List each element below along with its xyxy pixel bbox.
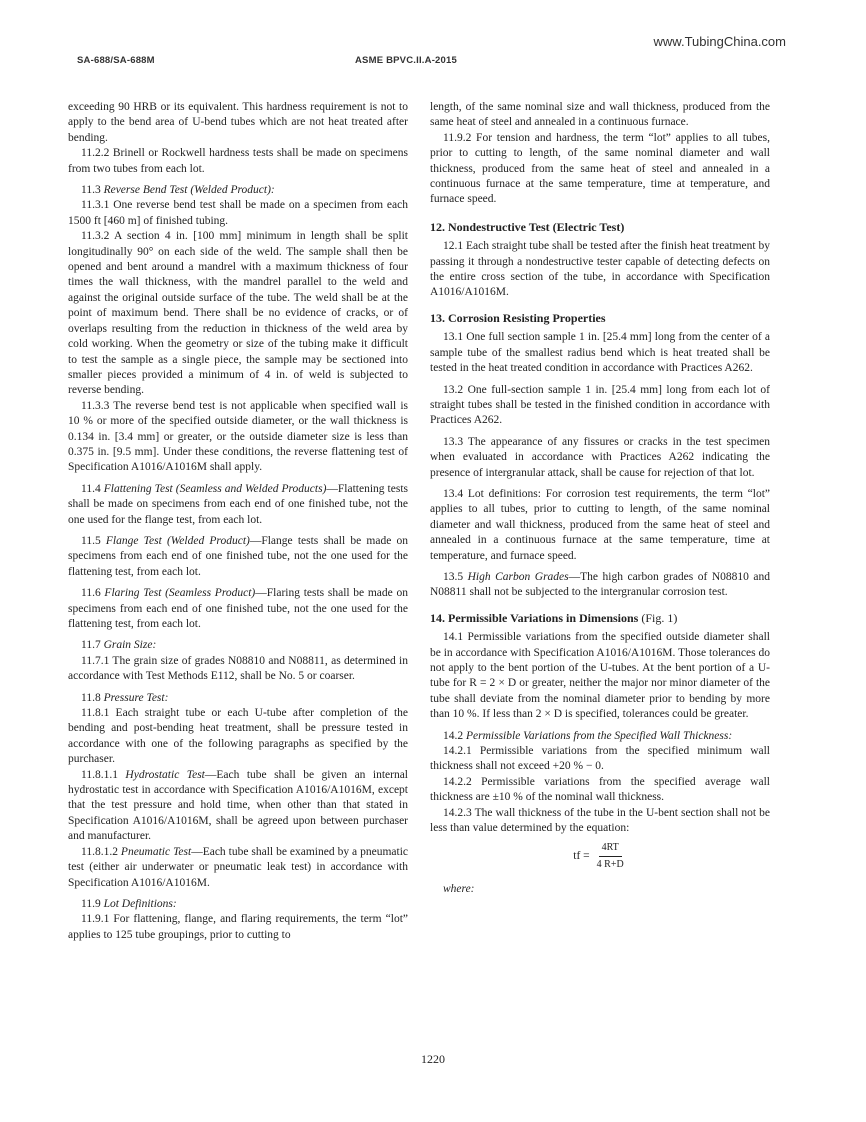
paragraph-13-2: 13.2 One full-section sample 1 in. [25.4 mm] long from each lot of straight tubes shall be tested in the finished condition in accordance with Practices A262. xyxy=(430,383,770,427)
where-label: where: xyxy=(443,883,475,896)
section-heading-14: 14. Permissible Variations in Dimensions (Fig. 1) xyxy=(430,610,678,625)
running-head-designation: SA-688/SA-688M xyxy=(77,55,155,66)
paragraph-11-3-1: 11.3.1 One reverse bend test shall be made on a specimen from each 1500 ft [460 m] of finished tubing. xyxy=(68,199,408,227)
paragraph-11-9-2: 11.9.2 For tension and hardness, the term “lot” applies to all tubes, prior to cutting to length, of the same nominal diameter and wall thickness, produced from the same heat of steel and annealed in a continuous furnace at the same temperature, time at temperature, and furnace speed. xyxy=(430,131,770,206)
paragraph-11-2-2: 11.2.2 Brinell or Rockwell hardness tests shall be made on specimens from two tubes from each lot. xyxy=(68,147,408,175)
paragraph-14-2-2: 14.2.2 Permissible variations from the specified average wall thickness are ±10 % of the nominal wall thickness. xyxy=(430,775,770,804)
paragraph-13-3: 13.3 The appearance of any fissures or cracks in the test specimen when evaluated in accordance with Practices A262 indicating the presence of intergranular attack, shall be cause for rejection of that lot. xyxy=(430,435,770,479)
paragraph-11-7-1: 11.7.1 The grain size of grades N08810 and N08811, as determined in accordance with Test Methods E112, shall be No. 5 or coarser. xyxy=(68,654,408,683)
paragraph-11-8-1-2: 11.8.1.2 Pneumatic Test—Each tube shall be examined by a pneumatic test (either air underwater or pneumatic leak test) in accordance with Specification A1016/A1016M. xyxy=(68,845,409,889)
heading-11-9: 11.9 Lot Definitions: xyxy=(81,897,177,910)
equation-numerator: 4RT xyxy=(599,840,622,856)
page-number: 1220 xyxy=(421,1052,445,1066)
wall-thickness-equation xyxy=(430,840,770,872)
paragraph-13-4: 13.4 Lot definitions: For corrosion test requirements, the term “lot” applies to all tubes, prior to cutting to length, of the same nominal diameter and wall thickness, produced from the same heat of steel and annealed in a continuous furnace at the same temperature, time at temperature, and furnace speed. xyxy=(430,487,770,562)
right-column xyxy=(430,100,770,898)
watermark-url: www.TubingChina.com xyxy=(653,34,786,49)
paragraph-13-1: 13.1 One full section sample 1 in. [25.4 mm] long from the center of a sample tube of the smallest radius bend which is heat treated shall be tested in the heat treated condition in accordance with Practices A262. xyxy=(430,331,770,375)
paragraph: length, of the same nominal size and wall thickness, produced from the same heat of steel and annealed in a continuous furnace. xyxy=(430,101,770,129)
equation-fraction xyxy=(594,840,627,872)
paragraph-11-9-1: 11.9.1 For flattening, flange, and flaring requirements, the term “lot” applies to 125 tube groupings, prior to cutting to xyxy=(68,913,408,941)
paragraph-11-3-2: 11.3.2 A section 4 in. [100 mm] minimum in length shall be split longitudinally 90° on each side of the weld. The sample shall then be opened and bent around a mandrel with a maximum thickness of four times the wall thickness, with the mandrel parallel to the weld and against the original outside surface of the tube. The weld shall be at the point of maximum bend. There shall be no evidence of cracks, or of overlaps resulting from the reduction in thickness of the weld area by cold working. When the geometry or size of the tubing make it difficult to test the sample as a single piece, the sample may be sectioned into smaller pieces provided a minimum of 4 in. of weld is subjected to reverse bending. xyxy=(68,230,408,397)
section-heading-13: 13. Corrosion Resisting Properties xyxy=(430,310,606,325)
heading-11-7: 11.7 Grain Size: xyxy=(81,639,157,652)
equation-denominator: 4 R+D xyxy=(596,858,624,870)
running-head-code: ASME BPVC.II.A-2015 xyxy=(355,55,457,66)
heading-11-3: 11.3 Reverse Bend Test (Welded Product): xyxy=(81,184,275,197)
paragraph-11-8-1: 11.8.1 Each straight tube or each U-tube after completion of the bending and post-bending heat treatment, shall be pressure tested in accordance with one of the following paragraphs as specified by the purchaser. xyxy=(68,707,408,766)
paragraph-11-5: 11.5 Flange Test (Welded Product)—Flange tests shall be made on specimens from each end of one finished tube, not the one used for the flattening test, from each lot. xyxy=(68,534,408,578)
paragraph-11-8-1-1: 11.8.1.1 Hydrostatic Test—Each tube shall be given an internal hydrostatic test in accordance with Specification A1016/A1016M, except that the test pressure and hold time, when other than that stated in Specification A1016/A1016M, shall be agreed upon between purchaser and manufacturer. xyxy=(68,768,409,843)
paragraph: exceeding 90 HRB or its equivalent. This hardness requirement is not to apply to the bend area of U-bend tubes which are not heat treated after bending. xyxy=(68,101,408,144)
paragraph-14-2-1: 14.2.1 Permissible variations from the specified minimum wall thickness shall not exceed +20 % − 0. xyxy=(430,745,770,773)
paragraph-14-2-3: 14.2.3 The wall thickness of the tube in the U-bent section shall not be less than value determined by the equation: xyxy=(430,806,770,835)
equation-lhs: tf = xyxy=(573,849,590,862)
paragraph-11-4: 11.4 Flattening Test (Seamless and Welded Products)—Flattening tests shall be made on specimens from each end of one finished tube, not the one used for the flange test, from each lot. xyxy=(68,482,408,526)
paragraph-14-1: 14.1 Permissible variations from the specified outside diameter shall be in accordance with Specification A1016/A1016M. Those tolerances do not apply to the bent portion of the U-tubes. At the bent portion of a U-tube for R = 2 × D or greater, neither the major nor minor diameter of the tube shall deviate from the nominal diameter prior to bending by more than 10 %. If less than 2 × D is specified, tolerances could be greater. xyxy=(430,631,770,721)
paragraph-13-5: 13.5 High Carbon Grades—The high carbon grades of N08810 and N08811 shall not be subjected to the intergranular corrosion test. xyxy=(430,570,770,599)
left-column xyxy=(68,100,408,943)
paragraph-11-6: 11.6 Flaring Test (Seamless Product)—Flaring tests shall be made on specimens from each end of one finished tube, not the one used for the flattening test, from each lot. xyxy=(68,587,408,630)
heading-14-2: 14.2 Permissible Variations from the Specified Wall Thickness: xyxy=(443,729,733,742)
heading-11-8: 11.8 Pressure Test: xyxy=(81,691,169,704)
section-heading-12: 12. Nondestructive Test (Electric Test) xyxy=(430,219,625,234)
paragraph-11-3-3: 11.3.3 The reverse bend test is not applicable when specified wall is 10 % or more of the specified outside diameter, or the wall thickness is 0.134 in. [3.4 mm] or greater, or the outside diameter size is less than 0.375 in. [9.5 mm]. Under these conditions, the reverse flattening test of Specification A1016/A1016M shall apply. xyxy=(68,399,408,474)
paragraph-12-1: 12.1 Each straight tube shall be tested after the finish heat treatment by passing it through a nondestructive tester capable of detecting defects on the entire cross section of the tube, in accordance with Specification A1016/A1016M. xyxy=(430,240,770,299)
